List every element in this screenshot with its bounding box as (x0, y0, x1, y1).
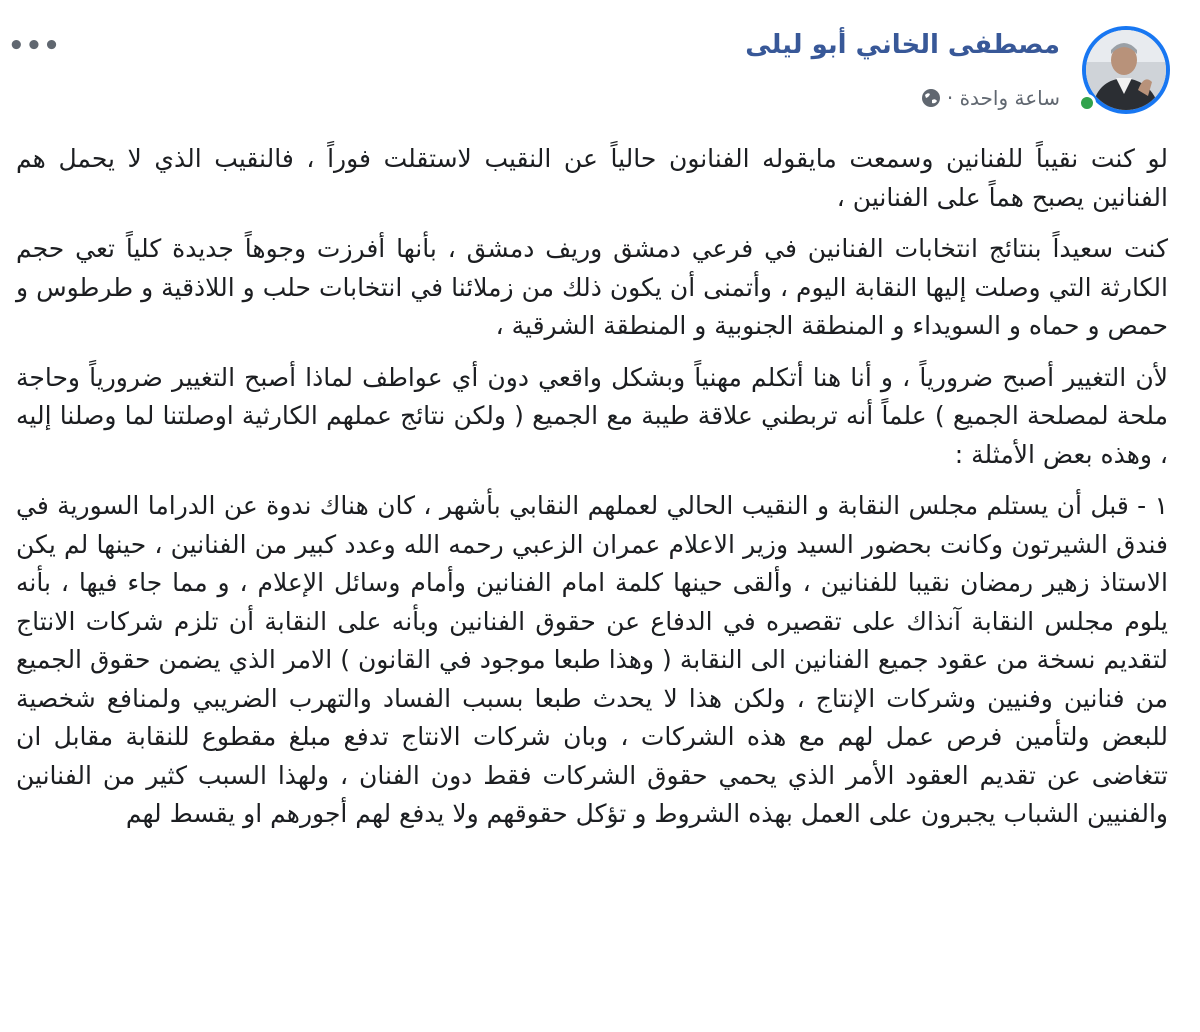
more-options-icon[interactable]: ••• (8, 31, 61, 61)
post-paragraph: ١ - قبل أن يستلم مجلس النقابة و النقيب الحالي لعملهم النقابي بأشهر ، كان هناك ندوة عن الدراما السورية في فندق الشيرتون وكانت بحضور السيد وزير الاعلام عمران الزعبي رحمه الله وعدد كبير من الفنانين ، حينها لم يكن الاستاذ زهير رمضان نقيبا للفنانين ، وألقى حينها كلمة امام الفنانين وأمام وسائل الإعلام ، و مما جاء فيها ، بأنه يلوم مجلس النقابة آنذاك على تقصيره في الدفاع عن حقوق الفنانين وبأنه على النقابة أن تلزم شركات الانتاج لتقديم نسخة من عقود جميع الفنانين الى النقابة ( وهذا طبعا موجود في القانون ) الامر الذي يضمن حقوق الجميع من فنانين وفنيين وشركات الإنتاج ، ولكن هذا لا يحدث طبعا بسبب الفساد والتهرب الضريبي ولمنافع شخصية للبعض ولتأمين فرص عمل لهم مع هذه الشركات ، وبان شركات الانتاج تدفع مبلغ مقطوع للنقابة مقابل ان تتغاضى عن تقديم العقود الأمر الذي يحمي حقوق الشركات فقط دون الفنان ، ولهذا السبب كثير من الفنانين والفنيين الشباب يجبرون على العمل بهذه الشروط و تؤكل حقوقهم ولا يدفع لهم أجورهم او يقسط لهم (16, 491, 1168, 828)
author-name[interactable]: مصطفى الخاني أبو ليلى (745, 30, 1060, 60)
post-timestamp[interactable]: ساعة واحدة · (946, 86, 1060, 110)
post-paragraph: كنت سعيداً بنتائج انتخابات الفنانين في فرعي دمشق وريف دمشق ، بأنها أفرزت وجوهاً جديدة كلياً تعي حجم الكارثة التي وصلت إليها النقابة اليوم ، وأتمنى أن يكون ذلك من زملائنا في انتخابات حلب و اللاذقية و طرطوس و حمص و حماه و السويداء و المنطقة الجنوبية و المنطقة الشرقية ، (16, 234, 1168, 340)
online-status-indicator (1078, 94, 1096, 112)
post-body (16, 140, 1168, 834)
avatar-photo (1086, 30, 1166, 110)
post-paragraph: لأن التغيير أصبح ضرورياً ، و أنا هنا أتكلم مهنياً وبشكل واقعي دون أي عواطف لماذا أصبح التغيير ضرورياً وحاجة ملحة لمصلحة الجميع ) علماً أنه تربطني علاقة طيبة مع الجميع ( ولكن نتائج عملهم الكارثية اوصلتنا لما وصلنا إليه ، وهذه بعض الأمثلة : (16, 362, 1168, 469)
globe-icon[interactable] (921, 88, 941, 108)
avatar-container[interactable] (1082, 26, 1170, 114)
post-paragraph: لو كنت نقيباً للفنانين وسمعت مايقوله الفنانون حالياً عن النقيب لاستقلت فوراً ، فالنقيب الذي لا يحمل هم الفنانين يصبح هماً على الفنانين ، (16, 144, 1168, 212)
post-meta (921, 86, 1060, 110)
